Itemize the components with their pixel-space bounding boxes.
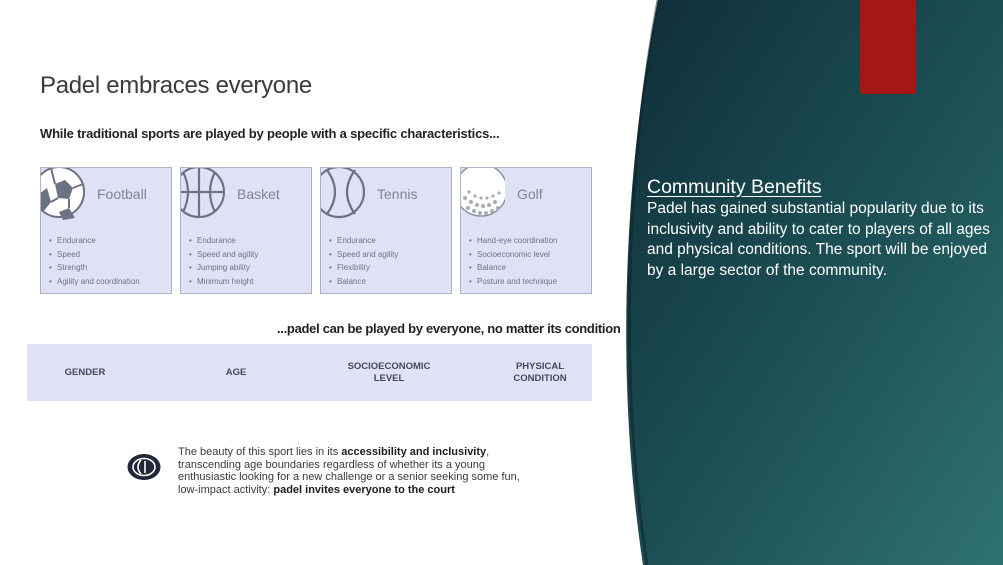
image-subtitle: While traditional sports are played by people with a specific characteristics...: [40, 126, 500, 141]
condition-age: AGE: [225, 366, 247, 378]
community-benefits-block: [647, 175, 992, 281]
condition-label-line: LEVEL: [373, 372, 405, 384]
condition-gender: GENDER: [64, 366, 106, 378]
section-body: Padel has gained substantial popularity due to its inclusivity and ability to cater to players of all ages and physical conditions. The sport will be enjoyed by a large sector of the community.: [647, 200, 990, 279]
trait-item: • Speed and agility: [197, 248, 258, 262]
trait-item: • Speed: [57, 248, 140, 262]
trait-item: • Endurance: [57, 234, 140, 248]
trait-item: • Posture and technique: [477, 275, 558, 289]
condition-label-line: SOCIOECONOMIC: [347, 360, 431, 372]
condition-label-line: PHYSICAL: [515, 360, 565, 372]
sport-name: Basket: [237, 186, 280, 202]
trait-item: • Endurance: [337, 234, 398, 248]
sport-name: Football: [97, 186, 147, 202]
bottom-text-bold: accessibility and inclusivity: [341, 446, 487, 458]
trait-item: • Agility and coordination: [57, 275, 140, 289]
trait-item: • Hand-eye coordination: [477, 234, 558, 248]
trait-item: • Jumping ability: [197, 261, 258, 275]
sport-name: Tennis: [377, 186, 418, 202]
bottom-text-bold: padel invites everyone to the court: [273, 483, 455, 496]
trait-item: • Flexibility: [337, 261, 398, 275]
bottom-text-part: The beauty of this sport lies in its: [178, 446, 342, 458]
accent-bar: [860, 0, 916, 94]
trait-item: • Minimum height: [197, 275, 258, 289]
section-heading: Community Benefits: [647, 176, 822, 198]
image-title: Padel embraces everyone: [40, 72, 312, 99]
trait-item: • Strength: [57, 261, 140, 275]
trait-item: • Balance: [477, 261, 558, 275]
trait-item: • Socioeconomic level: [477, 248, 558, 262]
trait-item: • Endurance: [197, 234, 258, 248]
trait-item: • Speed and agility: [337, 248, 398, 262]
tagline: ...padel can be played by everyone, no matter its condition: [277, 321, 621, 336]
bottom-text-part: , transcending age boundaries regardless of whether its a young enthusiastic looking for a new challenge or a senior seeking some fun, low-impact activity:: [178, 446, 520, 496]
condition-label-line: CONDITION: [513, 372, 567, 384]
sport-name: Golf: [517, 186, 543, 202]
trait-item: • Balance: [337, 275, 398, 289]
